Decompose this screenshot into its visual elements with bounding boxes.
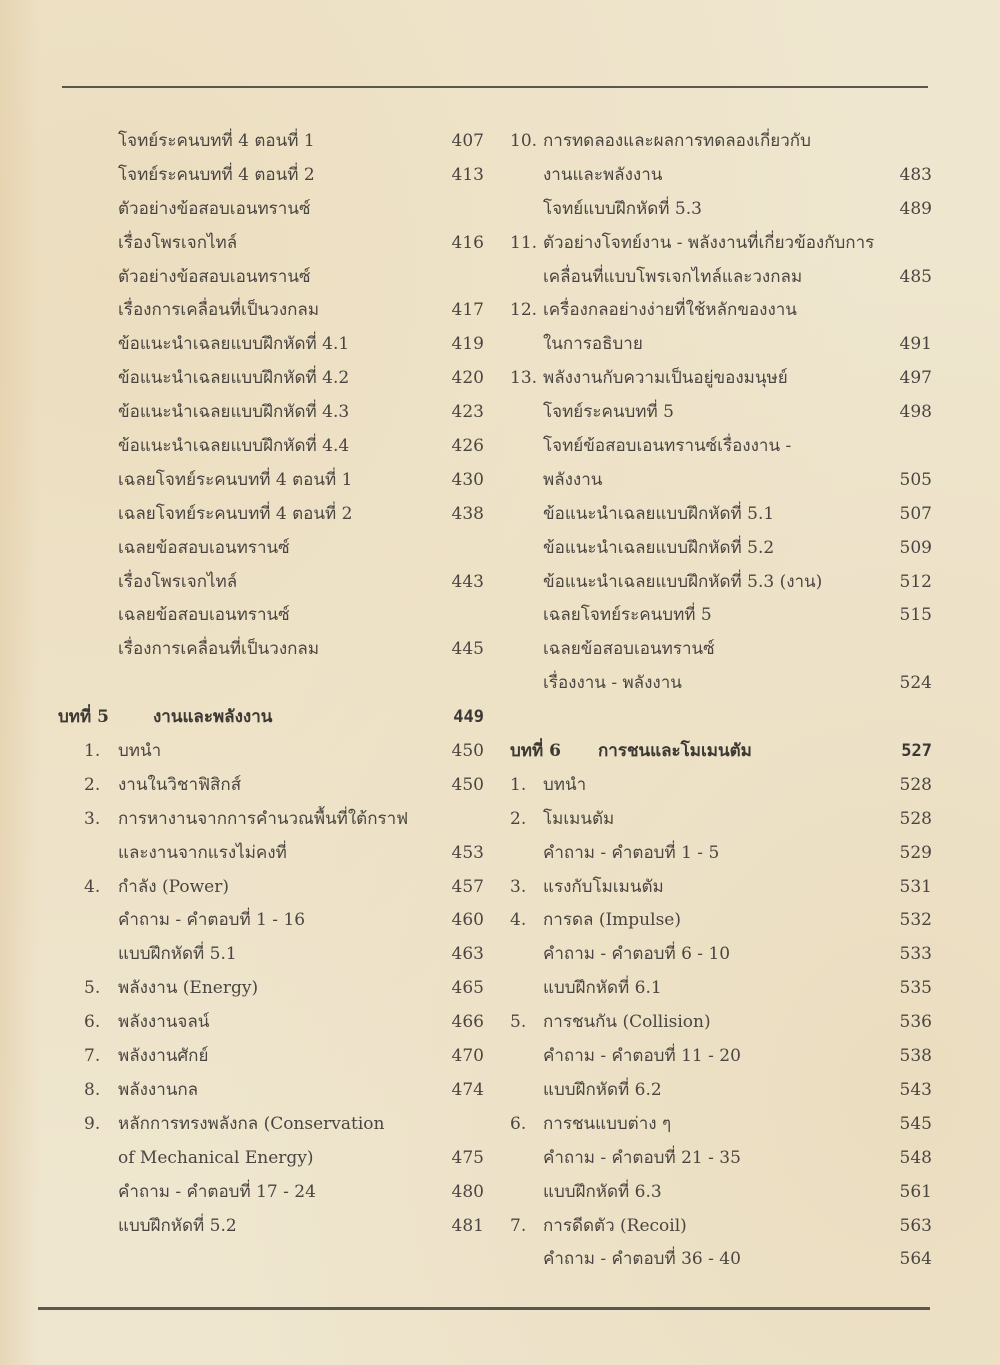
toc-entry: [58, 1074, 484, 1108]
toc-entry: [58, 1176, 484, 1210]
entry-title: คำถาม - คำตอบที่ 11 - 20: [543, 1046, 741, 1067]
page-number: 512: [899, 571, 932, 592]
toc-entry: [510, 1176, 932, 1210]
toc-entry: [58, 938, 484, 972]
entry-title: เรื่องโพรเจกไทล์: [118, 232, 238, 253]
entry-title: และงานจากแรงไม่คงที่: [118, 842, 287, 863]
page-number: 497: [899, 368, 932, 389]
entry-title: เรื่องการเคลื่อนที่เป็นวงกลม: [118, 639, 320, 660]
toc-entry: [58, 599, 484, 633]
entry-title: แบบฝึกหัดที่ 6.3: [543, 1181, 662, 1202]
toc-entry: [58, 1210, 484, 1244]
page-number: 445: [451, 639, 484, 660]
entry-title: พลังงานกล: [118, 1079, 199, 1100]
entry-number: 2.: [84, 774, 101, 795]
toc-entry: [58, 1006, 484, 1040]
toc-entry: [58, 261, 484, 295]
page-number: 460: [451, 910, 484, 931]
toc-entry: [510, 938, 932, 972]
toc-chapter-heading: [58, 701, 484, 735]
entry-title: หลักการทรงพลังกล (Conservation: [118, 1113, 385, 1134]
entry-title: ข้อแนะนำเฉลยแบบฝึกหัดที่ 5.2: [543, 537, 775, 558]
page-number: 413: [451, 164, 484, 185]
page-number: 443: [451, 571, 484, 592]
page-number: 563: [899, 1215, 932, 1236]
toc-right-column: [510, 125, 932, 1277]
toc-entry: [510, 1040, 932, 1074]
chapter-title: งานและพลังงาน: [153, 707, 273, 728]
entry-title: การชนแบบต่าง ๆ: [543, 1113, 672, 1134]
toc-entry: [58, 769, 484, 803]
page-number: 470: [451, 1046, 484, 1067]
entry-title: คำถาม - คำตอบที่ 21 - 35: [543, 1147, 741, 1168]
page-number: 524: [899, 673, 932, 694]
page-number: 491: [899, 334, 932, 355]
toc-entry: [510, 261, 932, 295]
entry-number: 1.: [84, 741, 101, 762]
entry-title: โมเมนตัม: [543, 808, 615, 829]
entry-title: แบบฝึกหัดที่ 6.2: [543, 1079, 662, 1100]
toc-entry: [510, 362, 932, 396]
entry-number: 6.: [84, 1012, 101, 1033]
page-number: 475: [451, 1147, 484, 1168]
page-number: 438: [451, 503, 484, 524]
entry-title: กำลัง (Power): [118, 876, 229, 897]
entry-title: ข้อแนะนำเฉลยแบบฝึกหัดที่ 4.3: [118, 402, 350, 423]
entry-title: แบบฝึกหัดที่ 5.1: [118, 944, 237, 965]
page-number: 465: [451, 978, 484, 999]
entry-title: แรงกับโมเมนตัม: [543, 876, 664, 897]
entry-title: งานและพลังงาน: [543, 164, 663, 185]
toc-entry: [58, 972, 484, 1006]
entry-title: เรื่องการเคลื่อนที่เป็นวงกลม: [118, 300, 320, 321]
entry-title: พลังงาน (Energy): [118, 978, 259, 999]
toc-entry: [510, 532, 932, 566]
toc-entry: [58, 803, 484, 837]
entry-title: ตัวอย่างข้อสอบเอนทรานซ์: [118, 266, 311, 287]
page-number: 535: [899, 978, 932, 999]
page-number: 533: [899, 944, 932, 965]
entry-title: พลังงาน: [543, 469, 603, 490]
toc-entry: [510, 227, 932, 261]
page-number: 527: [901, 741, 932, 762]
entry-title: ตัวอย่างโจทย์งาน - พลังงานที่เกี่ยวข้องกับการ: [543, 232, 875, 253]
page-number: 538: [899, 1046, 932, 1067]
page-number: 548: [899, 1147, 932, 1168]
toc-entry: [510, 1210, 932, 1244]
entry-title: เฉลยข้อสอบเอนทรานซ์: [118, 605, 290, 626]
entry-title: แบบฝึกหัดที่ 5.2: [118, 1215, 237, 1236]
page-number: 543: [899, 1079, 932, 1100]
entry-title: โจทย์ระคนบทที่ 4 ตอนที่ 1: [118, 131, 315, 151]
page-number: 423: [451, 402, 484, 423]
entry-title: เครื่องกลอย่างง่ายที่ใช้หลักของงาน: [543, 300, 797, 321]
toc-entry: [58, 1108, 484, 1142]
page-number: 564: [899, 1249, 932, 1270]
toc-entry: [58, 837, 484, 871]
page-number: 450: [451, 774, 484, 795]
page-number: 480: [451, 1181, 484, 1202]
section-spacer: [510, 701, 932, 735]
page-number: 498: [899, 402, 932, 423]
entry-title: ข้อแนะนำเฉลยแบบฝึกหัดที่ 4.4: [118, 436, 350, 457]
entry-title: เฉลยโจทย์ระคนบทที่ 4 ตอนที่ 1: [118, 469, 353, 490]
entry-title: บทนำ: [118, 741, 162, 762]
page-number: 426: [451, 436, 484, 457]
toc-entry: [58, 735, 484, 769]
page-number: 483: [899, 164, 932, 185]
entry-number: 5.: [510, 1012, 527, 1033]
entry-title: การหางานจากการคำนวณพื้นที่ใต้กราฟ: [118, 808, 409, 829]
toc-entry: [510, 633, 932, 667]
entry-number: 7.: [84, 1046, 101, 1067]
chapter-number: บทที่ 6: [510, 741, 561, 762]
entry-title: เคลื่อนที่แบบโพรเจกไทล์และวงกลม: [543, 266, 803, 287]
entry-title: ในการอธิบาย: [543, 334, 643, 355]
section-spacer: [58, 667, 484, 701]
page-number: 489: [899, 198, 932, 219]
page-number: 419: [451, 334, 484, 355]
entry-title: คำถาม - คำตอบที่ 1 - 5: [543, 842, 720, 863]
toc-entry: [510, 803, 932, 837]
page-number: 505: [899, 469, 932, 490]
page-number: 430: [451, 469, 484, 490]
entry-number: 1.: [510, 774, 527, 795]
entry-title: การดีดตัว (Recoil): [543, 1215, 687, 1236]
page-number: 561: [899, 1181, 932, 1202]
entry-number: 9.: [84, 1113, 101, 1134]
entry-number: 2.: [510, 808, 527, 829]
toc-entry: [58, 125, 484, 159]
toc-entry: [510, 125, 932, 159]
entry-title: เฉลยโจทย์ระคนบทที่ 5: [543, 605, 712, 626]
toc-entry: [58, 159, 484, 193]
entry-number: 3.: [84, 808, 101, 829]
entry-title: โจทย์ระคนบทที่ 5: [543, 402, 674, 423]
toc-entry: [510, 1108, 932, 1142]
entry-title: พลังงานจลน์: [118, 1012, 210, 1033]
page-number: 407: [451, 131, 484, 151]
toc-entry: [58, 430, 484, 464]
toc-entry: [58, 1040, 484, 1074]
toc-entry: [58, 227, 484, 261]
entry-number: 13.: [510, 368, 538, 389]
page-number: 474: [451, 1079, 484, 1100]
bottom-rule: [38, 1307, 930, 1310]
entry-title: โจทย์แบบฝึกหัดที่ 5.3: [543, 198, 702, 219]
entry-title: เรื่องงาน - พลังงาน: [543, 673, 682, 694]
page-number: 420: [451, 368, 484, 389]
entry-title: ข้อแนะนำเฉลยแบบฝึกหัดที่ 5.3 (งาน): [543, 571, 823, 592]
toc-entry: [58, 193, 484, 227]
entry-title: เฉลยโจทย์ระคนบทที่ 4 ตอนที่ 2: [118, 503, 353, 524]
toc-entry: [58, 498, 484, 532]
toc-entry: [510, 430, 932, 464]
toc-entry: [510, 1074, 932, 1108]
page-number: 453: [451, 842, 484, 863]
toc-entry: [510, 1142, 932, 1176]
toc-entry: [510, 1006, 932, 1040]
page-number: 507: [899, 503, 932, 524]
page-number: 463: [451, 944, 484, 965]
chapter-number: บทที่ 5: [58, 707, 109, 728]
entry-title: เฉลยข้อสอบเอนทรานซ์: [543, 639, 715, 660]
toc-entry: [58, 362, 484, 396]
toc-entry: [510, 294, 932, 328]
entry-title: แบบฝึกหัดที่ 6.1: [543, 978, 662, 999]
toc-entry: [58, 464, 484, 498]
page-number: 528: [899, 774, 932, 795]
toc-left-column: [58, 125, 484, 1243]
entry-title: โจทย์ระคนบทที่ 4 ตอนที่ 2: [118, 164, 315, 185]
page-number: 528: [899, 808, 932, 829]
entry-title: การทดลองและผลการทดลองเกี่ยวกับ: [543, 131, 811, 151]
chapter-title: การชนและโมเมนตัม: [598, 741, 752, 762]
toc-entry: [510, 972, 932, 1006]
toc-entry: [510, 871, 932, 905]
toc-entry: [510, 769, 932, 803]
page-number: 485: [899, 266, 932, 287]
top-rule: [62, 86, 928, 88]
entry-title: เฉลยข้อสอบเอนทรานซ์: [118, 537, 290, 558]
entry-title: ข้อแนะนำเฉลยแบบฝึกหัดที่ 5.1: [543, 503, 775, 524]
entry-title: พลังงานศักย์: [118, 1046, 209, 1067]
page-number: 416: [451, 232, 484, 253]
entry-number: 4.: [84, 876, 101, 897]
entry-title: คำถาม - คำตอบที่ 1 - 16: [118, 910, 306, 931]
page-number: 417: [451, 300, 484, 321]
toc-entry: [510, 837, 932, 871]
page-number: 536: [899, 1012, 932, 1033]
entry-title: การชนกัน (Collision): [543, 1012, 711, 1033]
toc-entry: [510, 464, 932, 498]
toc-entry: [510, 667, 932, 701]
entry-title: การดล (Impulse): [543, 910, 681, 931]
page-number: 531: [899, 876, 932, 897]
toc-entry: [510, 328, 932, 362]
entry-title: ข้อแนะนำเฉลยแบบฝึกหัดที่ 4.2: [118, 368, 350, 389]
entry-title: บทนำ: [543, 774, 587, 795]
entry-title: โจทย์ข้อสอบเอนทรานซ์เรื่องงาน -: [543, 436, 792, 457]
page-number: 532: [899, 910, 932, 931]
toc-entry: [58, 633, 484, 667]
entry-number: 4.: [510, 910, 527, 931]
entry-number: 7.: [510, 1215, 527, 1236]
toc-entry: [58, 1142, 484, 1176]
entry-number: 5.: [84, 978, 101, 999]
page-number: 545: [899, 1113, 932, 1134]
page-number: 466: [451, 1012, 484, 1033]
toc-entry: [58, 294, 484, 328]
toc-entry: [58, 328, 484, 362]
entry-number: 6.: [510, 1113, 527, 1134]
toc-entry: [510, 599, 932, 633]
toc-chapter-heading: [510, 735, 932, 769]
entry-title: เรื่องโพรเจกไทล์: [118, 571, 238, 592]
entry-number: 3.: [510, 876, 527, 897]
page-number: 515: [899, 605, 932, 626]
toc-entry: [510, 566, 932, 600]
toc-entry: [510, 1243, 932, 1277]
entry-title: คำถาม - คำตอบที่ 6 - 10: [543, 944, 731, 965]
entry-number: 10.: [510, 131, 538, 151]
entry-number: 8.: [84, 1079, 101, 1100]
page-number: 449: [453, 707, 484, 728]
toc-entry: [510, 904, 932, 938]
page-number: 450: [451, 741, 484, 762]
toc-entry: [58, 566, 484, 600]
toc-entry: [510, 498, 932, 532]
toc-entry: [58, 532, 484, 566]
entry-title: ข้อแนะนำเฉลยแบบฝึกหัดที่ 4.1: [118, 334, 350, 355]
entry-title: of Mechanical Energy): [118, 1147, 314, 1168]
toc-entry: [58, 904, 484, 938]
toc-entry: [58, 396, 484, 430]
entry-title: คำถาม - คำตอบที่ 36 - 40: [543, 1249, 741, 1270]
entry-number: 11.: [510, 232, 538, 253]
toc-entry: [510, 193, 932, 227]
page-number: 529: [899, 842, 932, 863]
toc-entry: [510, 396, 932, 430]
toc-entry: [510, 159, 932, 193]
entry-number: 12.: [510, 300, 538, 321]
page-number: 481: [451, 1215, 484, 1236]
page-number: 457: [451, 876, 484, 897]
toc-entry: [58, 871, 484, 905]
page-number: 509: [899, 537, 932, 558]
entry-title: คำถาม - คำตอบที่ 17 - 24: [118, 1181, 316, 1202]
entry-title: พลังงานกับความเป็นอยู่ของมนุษย์: [543, 368, 788, 389]
entry-title: ตัวอย่างข้อสอบเอนทรานซ์: [118, 198, 311, 219]
entry-title: งานในวิชาฟิสิกส์: [118, 774, 242, 795]
